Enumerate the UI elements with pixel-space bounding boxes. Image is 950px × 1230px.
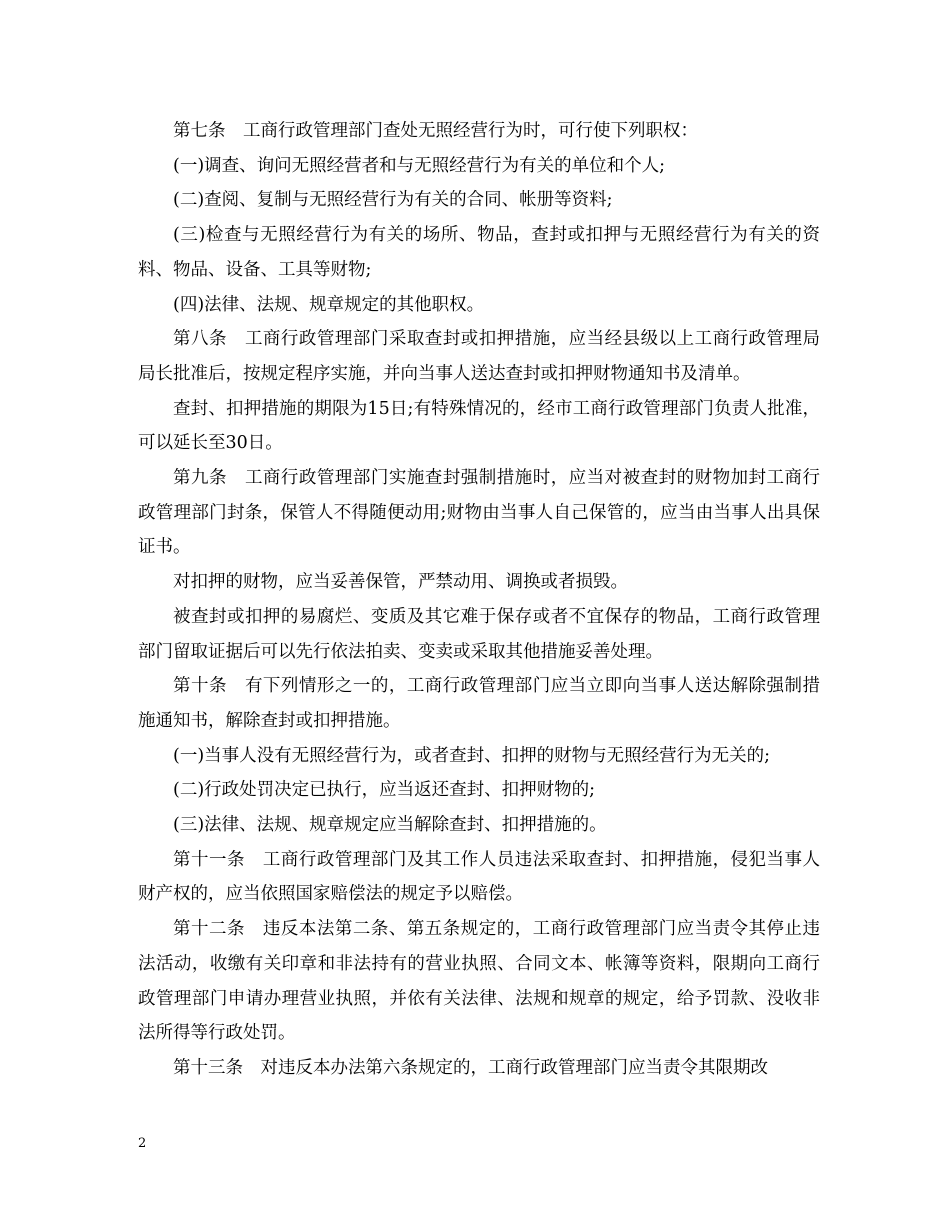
paragraph-article-10: 第十条 有下列情形之一的，工商行政管理部门应当立即向当事人送达解除强制措施通知书，解除查封或扣押措施。 [138, 676, 820, 731]
paragraph-seizure-period: 查封、扣押措施的期限为15日;有特殊情况的，经市工商行政管理部门负责人批准，可以延长至30日。 [138, 398, 820, 454]
paragraph-release-1: (一)当事人没有无照经营行为，或者查封、扣押的财物与无照经营行为无关的; [173, 745, 771, 766]
page-number: 2 [138, 1136, 147, 1151]
paragraph-item-2: (二)查阅、复制与无照经营行为有关的合同、帐册等资料; [173, 190, 613, 211]
paragraph-item-3: (三)检查与无照经营行为有关的场所、物品，查封或扣押与无照经营行为有关的资料、物品、设备、工具等财物; [138, 225, 820, 280]
document-body [138, 114, 820, 1086]
paragraph-article-7: 第七条 工商行政管理部门查处无照经营行为时，可行使下列职权： [173, 121, 698, 141]
paragraph-item-1: (一)调查、询问无照经营者和与无照经营行为有关的单位和个人; [173, 155, 666, 176]
paragraph-custody: 对扣押的财物，应当妥善保管，严禁动用、调换或者损毁。 [173, 572, 628, 593]
paragraph-release-3: (三)法律、法规、规章规定应当解除查封、扣押措施的。 [173, 815, 607, 836]
paragraph-article-9: 第九条 工商行政管理部门实施查封强制措施时，应当对被查封的财物加封工商行政管理部门封条，保管人不得随便动用;财物由当事人自己保管的，应当由当事人出具保证书。 [138, 468, 820, 558]
paragraph-release-2: (二)行政处罚决定已执行，应当返还查封、扣押财物的; [173, 780, 596, 801]
paragraph-item-4: (四)法律、法规、规章规定的其他职权。 [173, 294, 485, 315]
paragraph-perishable: 被查封或扣押的易腐烂、变质及其它难于保存或者不宜保存的物品，工商行政管理部门留取证据后可以先行依法拍卖、变卖或采取其他措施妥善处理。 [138, 606, 820, 662]
paragraph-article-13: 第十三条 对违反本办法第六条规定的，工商行政管理部门应当责令其限期改 [173, 1057, 768, 1078]
paragraph-article-11: 第十一条 工商行政管理部门及其工作人员违法采取查封、扣押措施，侵犯当事人财产权的，应当依照国家赔偿法的规定予以赔偿。 [138, 849, 820, 905]
paragraph-article-12: 第十二条 违反本法第二条、第五条规定的，工商行政管理部门应当责令其停止违法活动，收缴有关印章和非法持有的营业执照、合同文本、帐簿等资料，限期向工商行政管理部门申请办理营业执照，并依有关法律、法规和规章的规定，给予罚款、没收非法所得等行政处罚。 [138, 919, 820, 1044]
paragraph-article-8: 第八条 工商行政管理部门采取查封或扣押措施，应当经县级以上工商行政管理局局长批准后，按规定程序实施，并向当事人送达查封或扣押财物通知书及清单。 [138, 329, 820, 384]
